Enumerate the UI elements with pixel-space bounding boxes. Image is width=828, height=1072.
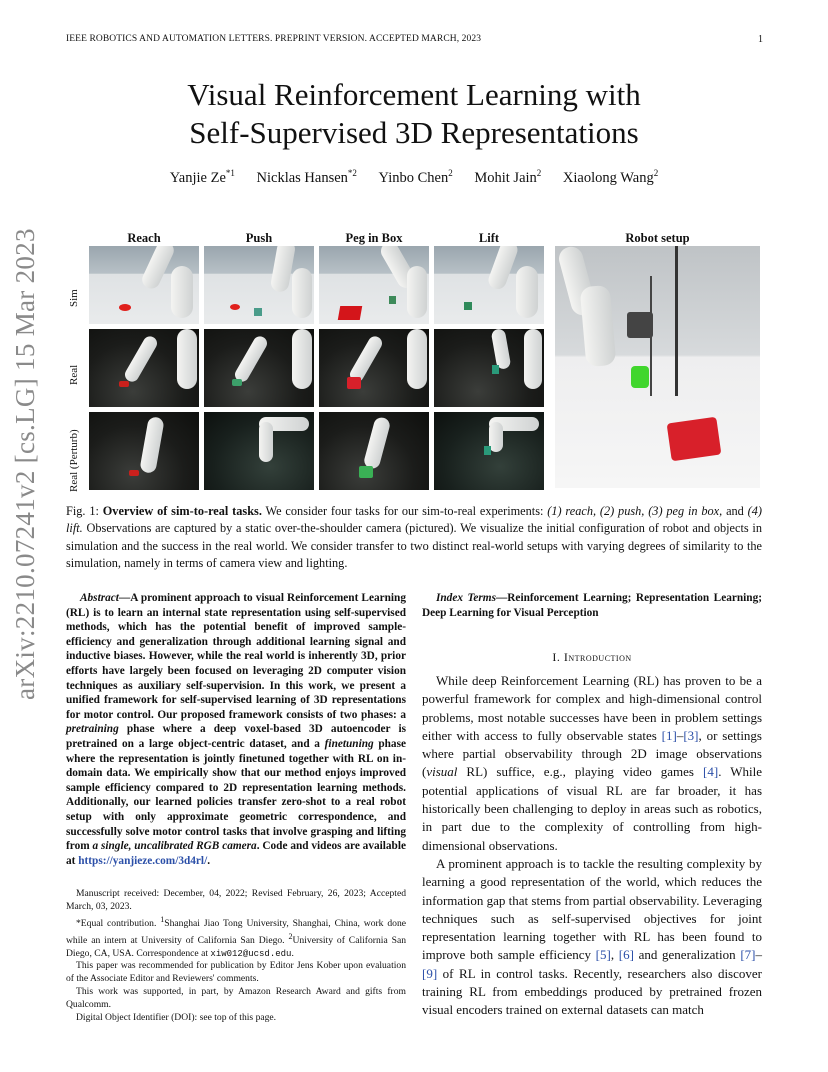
sim-push-image xyxy=(204,246,314,324)
author-list xyxy=(0,168,828,187)
citation-link[interactable]: [1] xyxy=(661,727,677,743)
real-lift-image xyxy=(434,329,544,407)
fig-col-title-peg-in-box: Peg in Box xyxy=(345,231,403,245)
author: Xiaolong Wang$^2$ xyxy=(562,168,659,186)
section-heading: I. Introduction xyxy=(552,650,632,664)
introduction-body xyxy=(422,672,762,1020)
sim-lift-image xyxy=(434,246,544,324)
abstract-label: Abstract xyxy=(80,592,119,604)
robot-setup-image xyxy=(555,246,760,488)
fig-col-title-reach: Reach xyxy=(127,231,161,245)
fig-col-title-lift: Lift xyxy=(478,231,500,245)
real-perturb-lift-image xyxy=(434,412,544,490)
author: Yanjie Ze$^{*1}$ xyxy=(169,168,235,186)
running-head: IEEE ROBOTICS AND AUTOMATION LETTERS. PREPRINT VERSION. ACCEPTED MARCH, 2023 xyxy=(66,34,482,44)
fig-row-label-sim: Sim xyxy=(68,289,80,307)
sim-reach-image xyxy=(89,246,199,324)
page-number: 1 xyxy=(758,34,763,45)
paper-title xyxy=(0,76,828,152)
email-link[interactable]: xiw012@ucsd.edu xyxy=(210,948,292,959)
real-perturb-reach-image xyxy=(89,412,199,490)
footnote-funding: This work was supported, in part, by Amazon Research Award and gifts from Qualcomm. xyxy=(66,985,406,1010)
caption-title: Overview of sim-to-real tasks. xyxy=(102,504,262,518)
fig-col-title-robot-setup: Robot setup xyxy=(625,231,690,245)
citation-link[interactable]: [9] xyxy=(422,965,438,981)
fig-col-title-push: Push xyxy=(245,231,273,245)
citation-link[interactable]: [4] xyxy=(703,764,719,780)
footnote-affiliations: *Equal contribution. $^1$Shanghai Jiao Tong University, Shanghai, China, work done while an intern at University of California San Diego. $^2$University of California San Diego, CA, USA. Correspondence at xiw012@ucsd.edu. xyxy=(66,914,407,959)
author: Yinbo Chen$^2$ xyxy=(378,168,453,186)
intro-paragraph-2: A prominent approach is to tackle the resulting complexity by learning a good representation of the world, which reduces the information gap that stems from partial observability. Leveraging techniques such as self-supervised objectives for joint representation learning together with RL has been found to improve both sample efficiency [5], [6] and generalization [7]–[9] of RL in control tasks. Recently, researchers also discover training RL from embeddings produced by pretrained frozen visual encoders trained on external datasets can match xyxy=(422,855,762,1018)
footnote-received: Manuscript received: December, 04, 2022; Revised February, 26, 2023; Accepted March, 03, 2023. xyxy=(66,888,406,912)
caption-label: Fig. 1: xyxy=(66,504,99,518)
index-terms: Index Terms—Reinforcement Learning; Representation Learning; Deep Learning for Visual Perception xyxy=(422,592,762,619)
real-peg-in-box-image xyxy=(319,329,429,407)
author: Nicklas Hansen$^{*2}$ xyxy=(256,168,357,186)
citation-link[interactable]: [7] xyxy=(740,947,756,963)
footnote-editor: This paper was recommended for publication by Editor Jens Kober upon evaluation of the Associate Editor and Reviewers' comments. xyxy=(66,960,406,985)
real-perturb-peg-in-box-image xyxy=(319,412,429,490)
abstract: Abstract—A prominent approach to visual Reinforcement Learning (RL) is to learn an internal state representation using self-supervised methods, which has the potential benefit of improved sample-efficiency and generalization through additional learning signal and inductive biases. However, while the real world is inherently 3D, prior efforts have largely been focused on leveraging 2D computer vision techniques as auxiliary self-supervision. In this work, we present a unified framework for self-supervised learning of 3D representations for motor control. Our proposed framework consists of two phases: a pretraining phase where a deep voxel-based 3D autoencoder is pretrained on a large object-centric dataset, and a finetuning phase where the representation is jointly finetuned together with RL on in-domain data. We empirically show that our method enjoys improved sample efficiency compared to 2D representation learning methods. Additionally, our learned policies transfer zero-shot to a real robot setup with only approximate geometric correspondence, and successfully solve motor control tasks that involve grasping and lifting from a single, uncalibrated RGB camera. Code and videos are available at https://yanjieze.com/3d4rl/. xyxy=(66,592,406,867)
real-push-image xyxy=(204,329,314,407)
footnote-doi: Digital Object Identifier (DOI): see top of this page. xyxy=(76,1011,277,1023)
arxiv-stamp: arXiv:2210.07241v2 [cs.LG] 15 Mar 2023 xyxy=(10,228,40,700)
fig-row-label-real-perturb: Real (Perturb) xyxy=(68,429,80,492)
citation-link[interactable]: [5] xyxy=(595,947,611,963)
fig-row-label-real: Real xyxy=(68,364,80,385)
figure-caption: Fig. 1: Overview of sim-to-real tasks. We consider four tasks for our sim-to-real experiments: (1) reach, (2) push, (3) peg in box, and (4) lift. Observations are captured by a static over-the-shoulder camera (pictured). We visualize the initial configuration of robot and objects in simulation and the success in the real world. We consider transfer to two distinct real-world setups with varying degrees of similarity to the simulation, namely in terms of camera view and lighting. xyxy=(66,504,763,570)
author: Mohit Jain$^2$ xyxy=(474,168,542,186)
title-line-2: Self-Supervised 3D Representations xyxy=(189,115,639,150)
index-terms-label: Index Terms xyxy=(436,592,496,604)
project-link[interactable]: https://yanjieze.com/3d4rl/ xyxy=(78,854,208,867)
footnotes xyxy=(66,888,406,1024)
intro-paragraph-1: While deep Reinforcement Learning (RL) has proven to be a powerful framework for complex and high-dimensional control problems, most notable successes have been in problem settings either with access to fully observable states [1]–[3], or settings where partial observability through 2D image observations (visual RL) suffice, e.g., playing video games [4]. While potential applications of visual RL are far broader, it has historically been challenging to deploy in areas such as robotics, in part due to the complexity of controlling from high-dimensional observations. xyxy=(422,673,762,853)
title-line-1: Visual Reinforcement Learning with xyxy=(187,77,641,112)
citation-link[interactable]: [6] xyxy=(618,947,634,963)
real-reach-image xyxy=(89,329,199,407)
real-perturb-push-image xyxy=(204,412,314,490)
citation-link[interactable]: [3] xyxy=(683,727,699,743)
sim-peg-in-box-image xyxy=(319,246,429,324)
